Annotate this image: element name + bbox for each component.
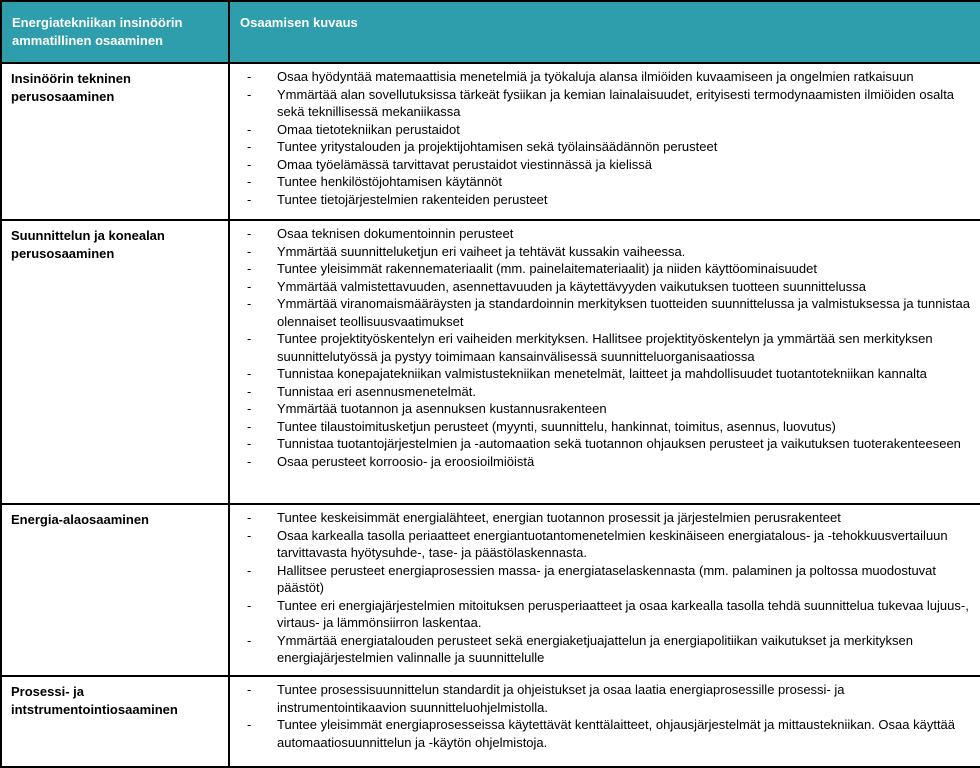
description-cell (229, 63, 980, 220)
competence-item: - Tuntee keskeisimmät energialähteet, energian tuotannon prosessit ja järjestelmien perusrakenteet (230, 509, 972, 527)
competence-item: - Tuntee prosessisuunnittelun standardit ja ohjeistukset ja osaa laatia energiaprosessille prosessi- ja instrumentointikaavion suunnitteluohjelmistolla. (230, 681, 972, 716)
competence-item: - Tuntee tilaustoimitusketjun perusteet (myynti, suunnittelu, hankinnat, toimitus, asennus, luovutus) (230, 418, 972, 436)
competence-item: - Tuntee yritystalouden ja projektijohtamisen sekä työlainsäädännön perusteet (230, 138, 972, 156)
competence-item: - Osaa karkealla tasolla periaatteet energiantuotantomenetelmien keskinäiseen energiatalous- ja -tehokkuusvertailuun tarvittavasta hyötysuhde-, tase- ja päästölaskennasta. (230, 527, 972, 562)
category-cell: Insinöörin tekninen perusosaaminen (1, 63, 229, 220)
category-cell: Energia-alaosaaminen (1, 504, 229, 676)
header-cell-competence: Energiatekniikan insinöörin ammatillinen osaaminen (1, 1, 229, 63)
header-row (1, 1, 980, 63)
table-row (1, 504, 980, 676)
competence-item: - Tuntee projektityöskentelyn eri vaiheiden merkityksen. Hallitsee projektityöskentelyn ja ymmärtää sen merkityksen suunnittelutyössä ja pystyy toimimaan kansainvälisessä suunnitteluorganisaatiossa (230, 330, 972, 365)
competence-item: - Tuntee tietojärjestelmien rakenteiden perusteet (230, 191, 972, 209)
table-body (1, 63, 980, 767)
description-cell (229, 220, 980, 504)
competence-item: - Hallitsee perusteet energiaprosessien massa- ja energiataselaskennasta (mm. palaminen ja poltossa muodostuvat päästöt) (230, 562, 972, 597)
competence-item: - Osaa teknisen dokumentoinnin perusteet (230, 225, 972, 243)
description-cell (229, 504, 980, 676)
competence-item: - Omaa tietotekniikan perustaidot (230, 121, 972, 139)
description-list (230, 681, 972, 751)
competence-item: - Tunnistaa konepajatekniikan valmistustekniikan menetelmät, laitteet ja mahdollisuudet tuotantotekniikan kannalta (230, 365, 972, 383)
category-cell: Suunnittelun ja konealan perusosaaminen (1, 220, 229, 504)
description-list (230, 68, 972, 208)
competence-item: - Ymmärtää viranomaismääräysten ja standardoinnin merkityksen tuotteiden suunnittelussa ja valmistuksessa ja tunnistaa olennaiset teollisuusvaatimukset (230, 295, 972, 330)
competence-item: - Tuntee yleisimmät energiaprosesseissa käytettävät kenttälaitteet, ohjausjärjestelmät ja mittaustekniikan. Osaa käyttää automaatiosuunnittelun ja -käytön ohjelmistoja. (230, 716, 972, 751)
competence-item: - Omaa työelämässä tarvittavat perustaidot viestinnässä ja kielissä (230, 156, 972, 174)
description-list (230, 509, 972, 667)
competence-item: - Ymmärtää alan sovellutuksissa tärkeät fysiikan ja kemian lainalaisuudet, erityisesti termodynaamisten ilmiöiden osalta sekä teknillisessä mekaniikassa (230, 86, 972, 121)
table-row (1, 220, 980, 504)
description-list (230, 225, 972, 470)
category-cell: Prosessi- ja intstrumentointiosaaminen (1, 676, 229, 767)
competence-item: - Ymmärtää valmistettavuuden, asennettavuuden ja käytettävyyden vaikutuksen tuotteen suunnittelussa (230, 278, 972, 296)
competence-item: - Tuntee yleisimmät rakennemateriaalit (mm. painelaitemateriaalit) ja niiden käyttöominaisuudet (230, 260, 972, 278)
competence-item: - Tuntee eri energiajärjestelmien mitoituksen perusperiaatteet ja osaa karkealla tasolla tehdä suunnittelua tukevaa lujuus-, virtaus- ja lämmönsiirron laskentaa. (230, 597, 972, 632)
competence-item: - Tunnistaa tuotantojärjestelmien ja -automaation sekä tuotannon ohjauksen perusteet ja vaikutuksen tuoterakenteeseen (230, 435, 972, 453)
description-cell (229, 676, 980, 767)
competence-item: - Ymmärtää suunnitteluketjun eri vaiheet ja tehtävät kussakin vaiheessa. (230, 243, 972, 261)
table-row (1, 676, 980, 767)
competence-item: - Ymmärtää tuotannon ja asennuksen kustannusrakenteen (230, 400, 972, 418)
competence-item: - Osaa perusteet korroosio- ja eroosioilmiöistä (230, 453, 972, 471)
table-header (1, 1, 980, 63)
competence-item: - Tunnistaa eri asennusmenetelmät. (230, 383, 972, 401)
competence-item: - Tuntee henkilöstöjohtamisen käytännöt (230, 173, 972, 191)
competence-item: - Osaa hyödyntää matemaattisia menetelmiä ja työkaluja alansa ilmiöiden kuvaamiseen ja ongelmien ratkaisuun (230, 68, 972, 86)
competence-item: - Ymmärtää energiatalouden perusteet sekä energiaketjuajattelun ja energiapolitiikan vaikutukset ja merkityksen energiajärjestelmien valinnalle ja suunnittelulle (230, 632, 972, 667)
table-row (1, 63, 980, 220)
header-cell-description: Osaamisen kuvaus (229, 1, 980, 63)
